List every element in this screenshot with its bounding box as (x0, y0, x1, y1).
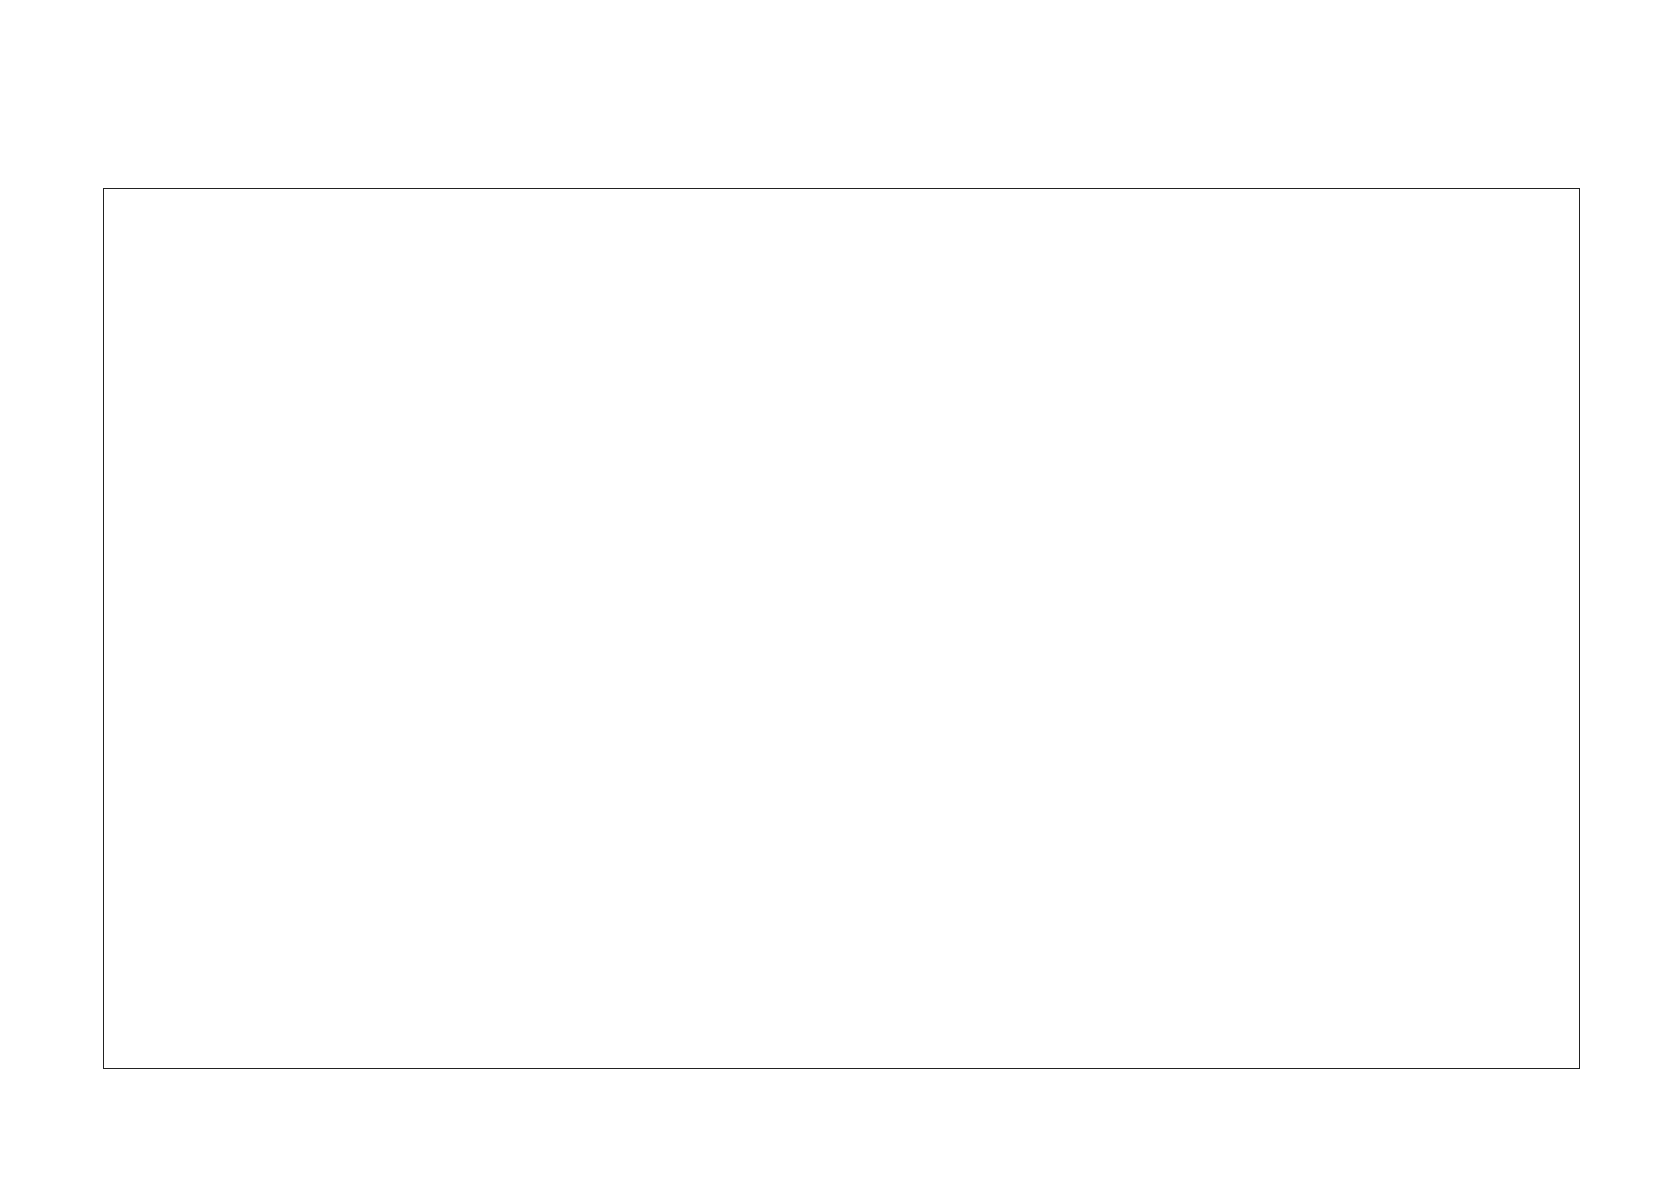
data-table (103, 188, 1580, 1069)
